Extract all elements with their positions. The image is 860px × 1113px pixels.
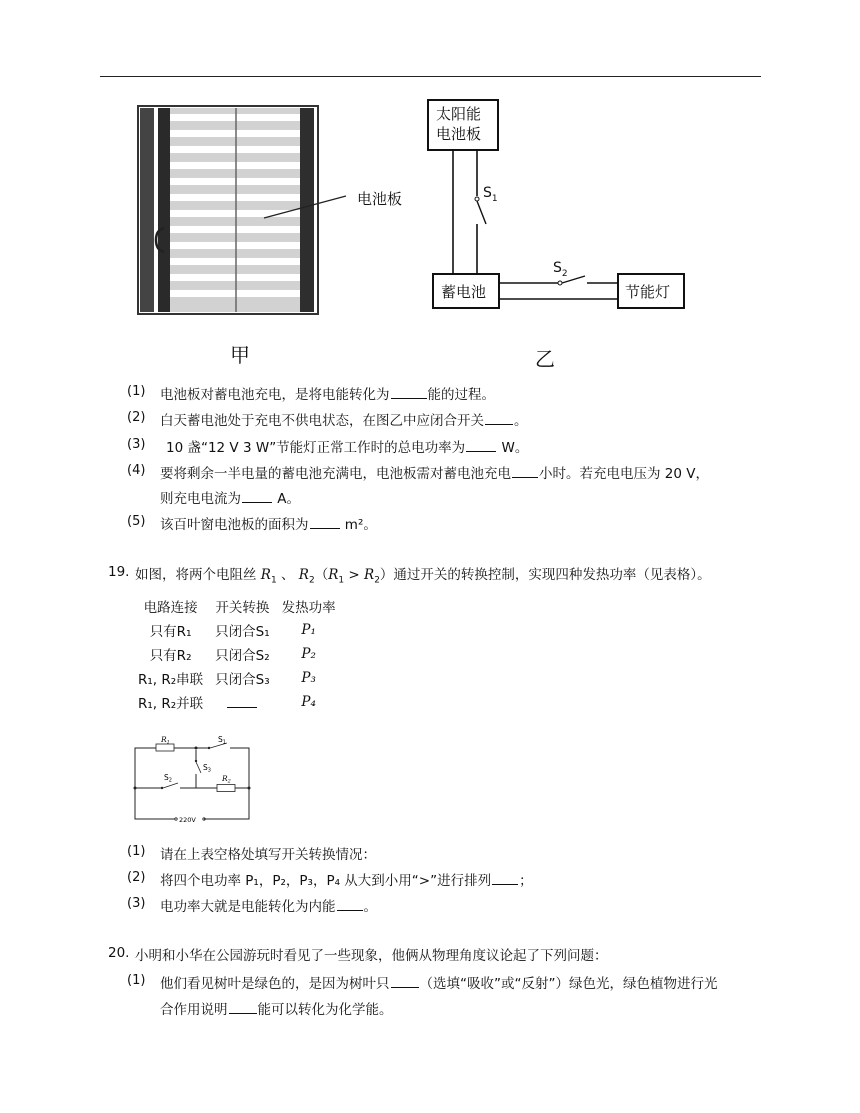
item-number: (3) xyxy=(127,896,146,911)
item-text: 电功率大就是电能转化为内能 。 xyxy=(160,895,377,915)
answer-blank[interactable] xyxy=(229,999,257,1014)
table-row xyxy=(132,690,342,714)
answer-blank[interactable] xyxy=(485,410,513,425)
answer-blank[interactable] xyxy=(242,488,272,503)
table-cell: 只有R₁ xyxy=(149,624,192,640)
circuit-r1-label: $R_1$ xyxy=(161,735,170,746)
table-header: 发热功率 xyxy=(281,600,336,616)
item-number: (5) xyxy=(127,514,146,529)
table-row xyxy=(132,642,342,666)
table-cell: P₃ xyxy=(301,670,316,686)
item-number: (1) xyxy=(127,384,146,399)
power-table xyxy=(132,594,342,714)
item-text: 将四个电功率 P₁，P₂，P₃，P₄ 从大到小用“>”进行排列 ； xyxy=(160,869,533,889)
switch-s2-label: $S_2$ xyxy=(553,260,568,279)
table-cell: 只闭合S₃ xyxy=(215,672,270,688)
figure-yi-caption: 乙 xyxy=(535,347,555,371)
item-text-line2: 则充电电流为 A。 xyxy=(160,487,300,507)
answer-blank[interactable] xyxy=(466,437,496,452)
item-text-line2: 合作用说明 能可以转化为化学能。 xyxy=(160,998,393,1018)
circuit-s3-label: $S_3$ xyxy=(203,763,211,774)
answer-blank[interactable] xyxy=(227,693,257,708)
figure-jia-caption: 甲 xyxy=(230,343,250,367)
item-number: (2) xyxy=(127,870,146,885)
answer-blank[interactable] xyxy=(492,870,518,885)
q19-number: 19. xyxy=(108,564,130,580)
item-text: 10 盏“12 V 3 W”节能灯正常工作时的总电功率为 W。 xyxy=(166,436,528,456)
switch-s1-label: $S_1$ xyxy=(483,185,498,204)
item-text: 该百叶窗电池板的面积为 m²。 xyxy=(160,513,377,533)
table-cell: P₄ xyxy=(301,694,316,710)
item-text: 电池板对蓄电池充电，是将电能转化为 能的过程。 xyxy=(160,383,495,403)
table-cell: P₁ xyxy=(301,622,316,638)
q20-number: 20. xyxy=(108,945,130,961)
circuit-s2-label: $S_2$ xyxy=(164,773,172,784)
table-cell: P₂ xyxy=(301,646,316,662)
answer-blank[interactable] xyxy=(391,973,419,988)
solar-box-line1: 太阳能 xyxy=(436,105,482,123)
item-number: (2) xyxy=(127,410,146,425)
item-number: (4) xyxy=(127,463,146,478)
table-cell: 只闭合S₂ xyxy=(215,648,270,664)
table-cell: 只有R₂ xyxy=(149,648,192,664)
item-text: 要将剩余一半电量的蓄电池充满电，电池板需对蓄电池充电 小时。若充电电压为 20 V， xyxy=(160,462,709,482)
item-text: 请在上表空格处填写开关转换情况： xyxy=(160,847,376,863)
lamp-box-label: 节能灯 xyxy=(625,283,671,301)
figure-jia-panel-label: 电池板 xyxy=(357,190,403,208)
table-header: 开关转换 xyxy=(215,600,270,616)
q19-stem: 如图，将两个电阻丝 $R_1$ 、 $R_2(R_1 > R_2)$通过开关的转换控制，实现四种发热功率（见表格）。 xyxy=(135,567,711,586)
q20-stem: 小明和小华在公园游玩时看见了一些现象，他俩从物理角度议论起了下列问题： xyxy=(135,948,608,964)
figure-jia xyxy=(134,100,424,320)
item-text: 他们看见树叶是绿色的，是因为树叶只 （选填“吸收”或“反射”）绿色光，绿色植物进行光 xyxy=(160,972,717,992)
table-cell: R₁, R₂并联 xyxy=(138,696,204,712)
circuit-voltage-label: 220V xyxy=(179,816,196,824)
table-row xyxy=(132,618,342,642)
table-header: 电路连接 xyxy=(143,600,198,616)
battery-box-label: 蓄电池 xyxy=(441,283,487,301)
table-cell: R₁, R₂串联 xyxy=(138,672,204,688)
answer-blank[interactable] xyxy=(310,514,340,529)
circuit-r2-label: $R_2$ xyxy=(222,774,231,785)
table-cell: 只闭合S₁ xyxy=(215,624,270,640)
answer-blank[interactable] xyxy=(337,896,363,911)
table-cell[interactable] xyxy=(209,690,275,714)
circuit-s1-label: $S_1$ xyxy=(218,735,226,746)
item-number: (1) xyxy=(127,973,146,988)
item-text: 白天蓄电池处于充电不供电状态，在图乙中应闭合开关 。 xyxy=(160,409,528,429)
header-rule xyxy=(100,76,761,77)
answer-blank[interactable] xyxy=(391,384,427,399)
q19-circuit-diagram xyxy=(128,732,258,832)
table-row xyxy=(132,666,342,690)
solar-box-line2: 电池板 xyxy=(436,125,482,143)
item-number: (1) xyxy=(127,844,146,859)
table-header-row xyxy=(132,594,342,618)
item-number: (3) xyxy=(127,437,146,452)
answer-blank[interactable] xyxy=(512,463,538,478)
